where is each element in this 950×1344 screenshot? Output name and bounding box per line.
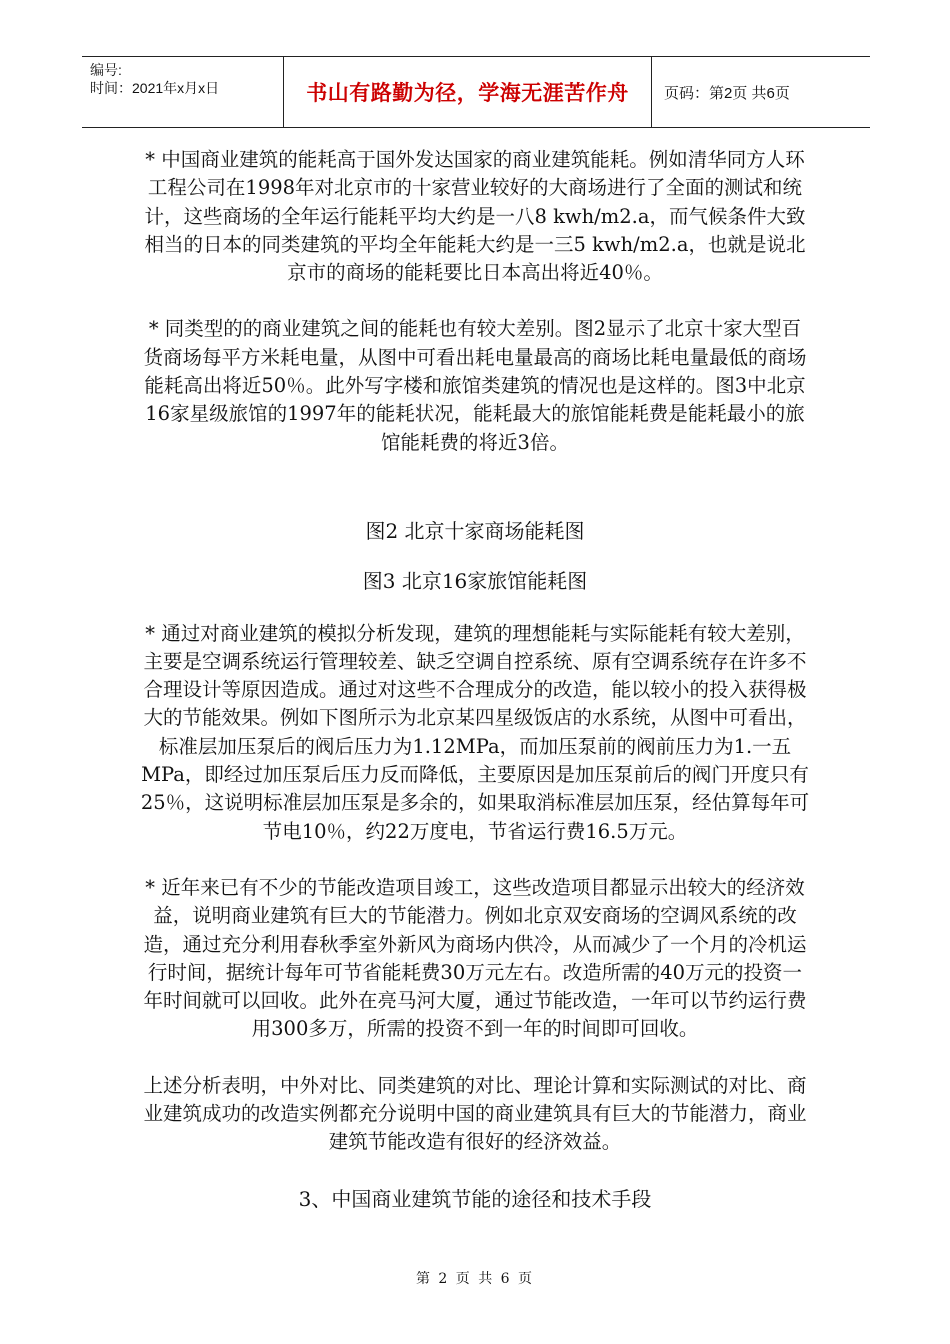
paragraph-simulation-analysis: * 通过对商业建筑的模拟分析发现，建筑的理想能耗与实际能耗有较大差别，主要是空调系统运行管理较差、缺乏空调自控系统、原有空调系统存在许多不合理设计等原因造成。通过对这些不合理成分的改造，能以较小的投入获得极大的节能效果。例如下图所示为北京某四星级饭店的水系统，从图中可看出，标准层加压泵后的阀后压力为1.12MPa，而加压泵前的阀前压力为1.一五MPa，即经过加压泵后压力反而降低，主要原因是加压泵前后的阀门开度只有25％，这说明标准层加压泵是多余的，如果取消标准层加压泵，经估算每年可节电10％，约22万度电，节省运行费16.5万元。 [140,621,810,843]
paragraph-energy-comparison: * 中国商业建筑的能耗高于国外发达国家的商业建筑能耗。例如清华同方人环工程公司在1998年对北京市的十家营业较好的大商场进行了全面的测试和统计，这些商场的全年运行能耗平均大约是一八8 kwh/m2.a，而气候条件大致相当的日本的同类建筑的平均全年能耗大约是一三5 kwh/m2.a，也就是说北京市的商场的能耗要比日本高出将近40％。 [144,148,806,285]
paragraph-summary: 上述分析表明，中外对比、同类建筑的对比、理论计算和实际测试的对比、商业建筑成功的改造实例都充分说明中国的商业建筑具有巨大的节能潜力，商业建筑节能改造有很好的经济效益。 [143,1073,807,1154]
header-page-code: 页码：第2页 共6页 [664,84,790,102]
section-heading: 3、中国商业建筑节能的途径和技术手段 [298,1186,652,1211]
time-label: 时间：2021年x月x日 [90,80,220,96]
figure-2-caption: 图2 北京十家商场能耗图 [365,518,585,543]
document-body [140,146,810,1233]
page-footer: 第 2 页 共 6 页 [415,1271,535,1287]
paragraph-retrofit-projects: * 近年来已有不少的节能改造项目竣工，这些改造项目都显示出较大的经济效益，说明商业建筑有巨大的节能潜力。例如北京双安商场的空调风系统的改造，通过充分利用春秋季室外新风为商场内供冷，从而减少了一个月的冷机运行时间，据统计每年可节省能耗费30万元左右。改造所需的40万元的投资一年时间就可以回收。此外在亮马河大厦，通过节能改造，一年可以节约运行费用300多万，所需的投资不到一年的时间即可回收。 [143,875,807,1041]
header-motto: 书山有路勤为径，学海无涯苦作舟 [284,57,652,127]
header-meta-cell [82,57,284,127]
page-header [82,56,870,128]
figure-3-caption: 图3 北京16家旅馆能耗图 [362,569,588,594]
paragraph-same-type-difference: * 同类型的的商业建筑之间的能耗也有较大差别。图2显示了北京十家大型百货商场每平方米耗电量，从图中可看出耗电量最高的商场比耗电量最低的商场能耗高出将近50％。此外写字楼和旅馆类建筑的情况也是这样的。图3中北京16家星级旅馆的1997年的能耗状况，能耗最大的旅馆能耗费是能耗最小的旅馆能耗费的将近3倍。 [143,317,807,454]
serial-number-label: 编号: [90,62,122,78]
